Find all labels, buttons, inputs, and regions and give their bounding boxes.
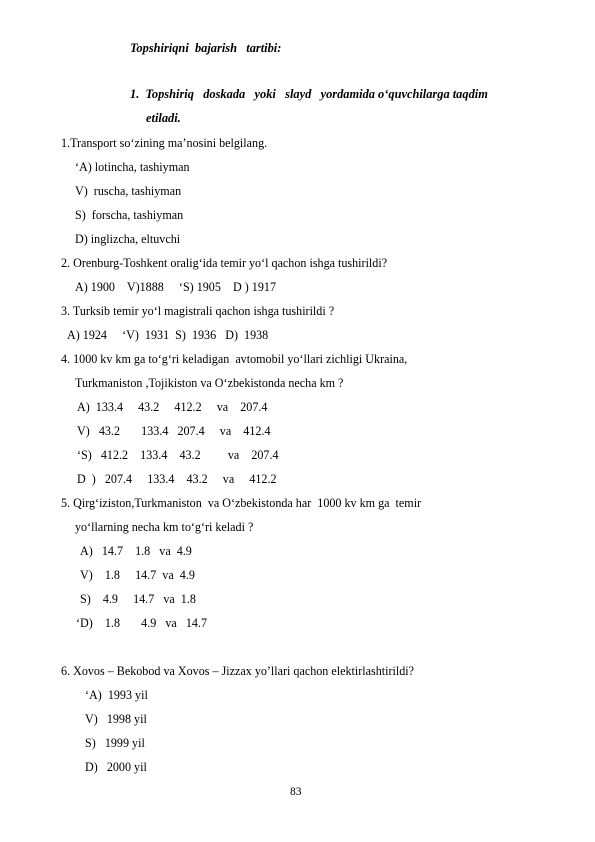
question-5-option-d: ‘D) 1.8 4.9 va 14.7 xyxy=(76,616,207,630)
question-3-options: A) 1924 ‘V) 1931 S) 1936 D) 1938 xyxy=(67,328,269,342)
instructions-item-1: 1. Topshiriq doskada yoki slayd yordamida o‘quvchilarga taqdim xyxy=(130,87,488,101)
question-4-option-v: V) 43.2 133.4 207.4 va 412.4 xyxy=(77,424,271,438)
question-5-option-s: S) 4.9 14.7 va 1.8 xyxy=(80,592,196,606)
question-6-text: 6. Xovos – Bekobod va Xovos – Jizzax yo’llari qachon elektirlashtirildi? xyxy=(61,664,414,678)
question-5-option-v: V) 1.8 14.7 va 4.9 xyxy=(80,568,195,582)
question-1-option-a: ‘A) lotincha, tashiyman xyxy=(75,160,190,174)
question-1-option-v: V) ruscha, tashiyman xyxy=(75,184,182,198)
question-1-option-s: S) forscha, tashiyman xyxy=(75,208,184,222)
instructions-item-1-continued: etiladi. xyxy=(146,111,181,125)
question-1-option-d: D) inglizcha, eltuvchi xyxy=(75,232,181,246)
instructions-title: Topshiriqni bajarish tartibi: xyxy=(130,41,282,55)
question-2-options: A) 1900 V)1888 ‘S) 1905 D ) 1917 xyxy=(75,280,276,294)
question-3-text: 3. Turksib temir yo‘l magistrali qachon ishga tushirildi ? xyxy=(61,304,335,318)
question-5-text-continued: yo‘llarning necha km to‘g‘ri keladi ? xyxy=(75,520,254,534)
question-2-text: 2. Orenburg-Toshkent oralig‘ida temir yo‘l qachon ishga tushirildi? xyxy=(61,256,388,270)
question-4-option-a: A) 133.4 43.2 412.2 va 207.4 xyxy=(77,400,268,414)
question-4-option-s: ‘S) 412.2 133.4 43.2 va 207.4 xyxy=(77,448,279,462)
question-6-option-a: ‘A) 1993 yil xyxy=(85,688,148,702)
question-6-option-v: V) 1998 yil xyxy=(85,712,147,726)
question-5-option-a: A) 14.7 1.8 va 4.9 xyxy=(80,544,192,558)
question-4-option-d: D ) 207.4 133.4 43.2 va 412.2 xyxy=(77,472,277,486)
question-5-text: 5. Qirg‘iziston,Turkmaniston va O‘zbekistonda har 1000 kv km ga temir xyxy=(61,496,422,510)
question-1-text: 1.Transport so‘zining ma’nosini belgilang. xyxy=(61,136,268,150)
question-6-option-s: S) 1999 yil xyxy=(85,736,145,750)
question-4-text: 4. 1000 kv km ga to‘g‘ri keladigan avtomobil yo‘llari zichligi Ukraina, xyxy=(61,352,408,366)
question-6-option-d: D) 2000 yil xyxy=(85,760,147,774)
page-number: 83 xyxy=(290,786,302,798)
question-4-text-continued: Turkmaniston ,Tojikiston va O‘zbekistonda necha km ? xyxy=(75,376,344,390)
